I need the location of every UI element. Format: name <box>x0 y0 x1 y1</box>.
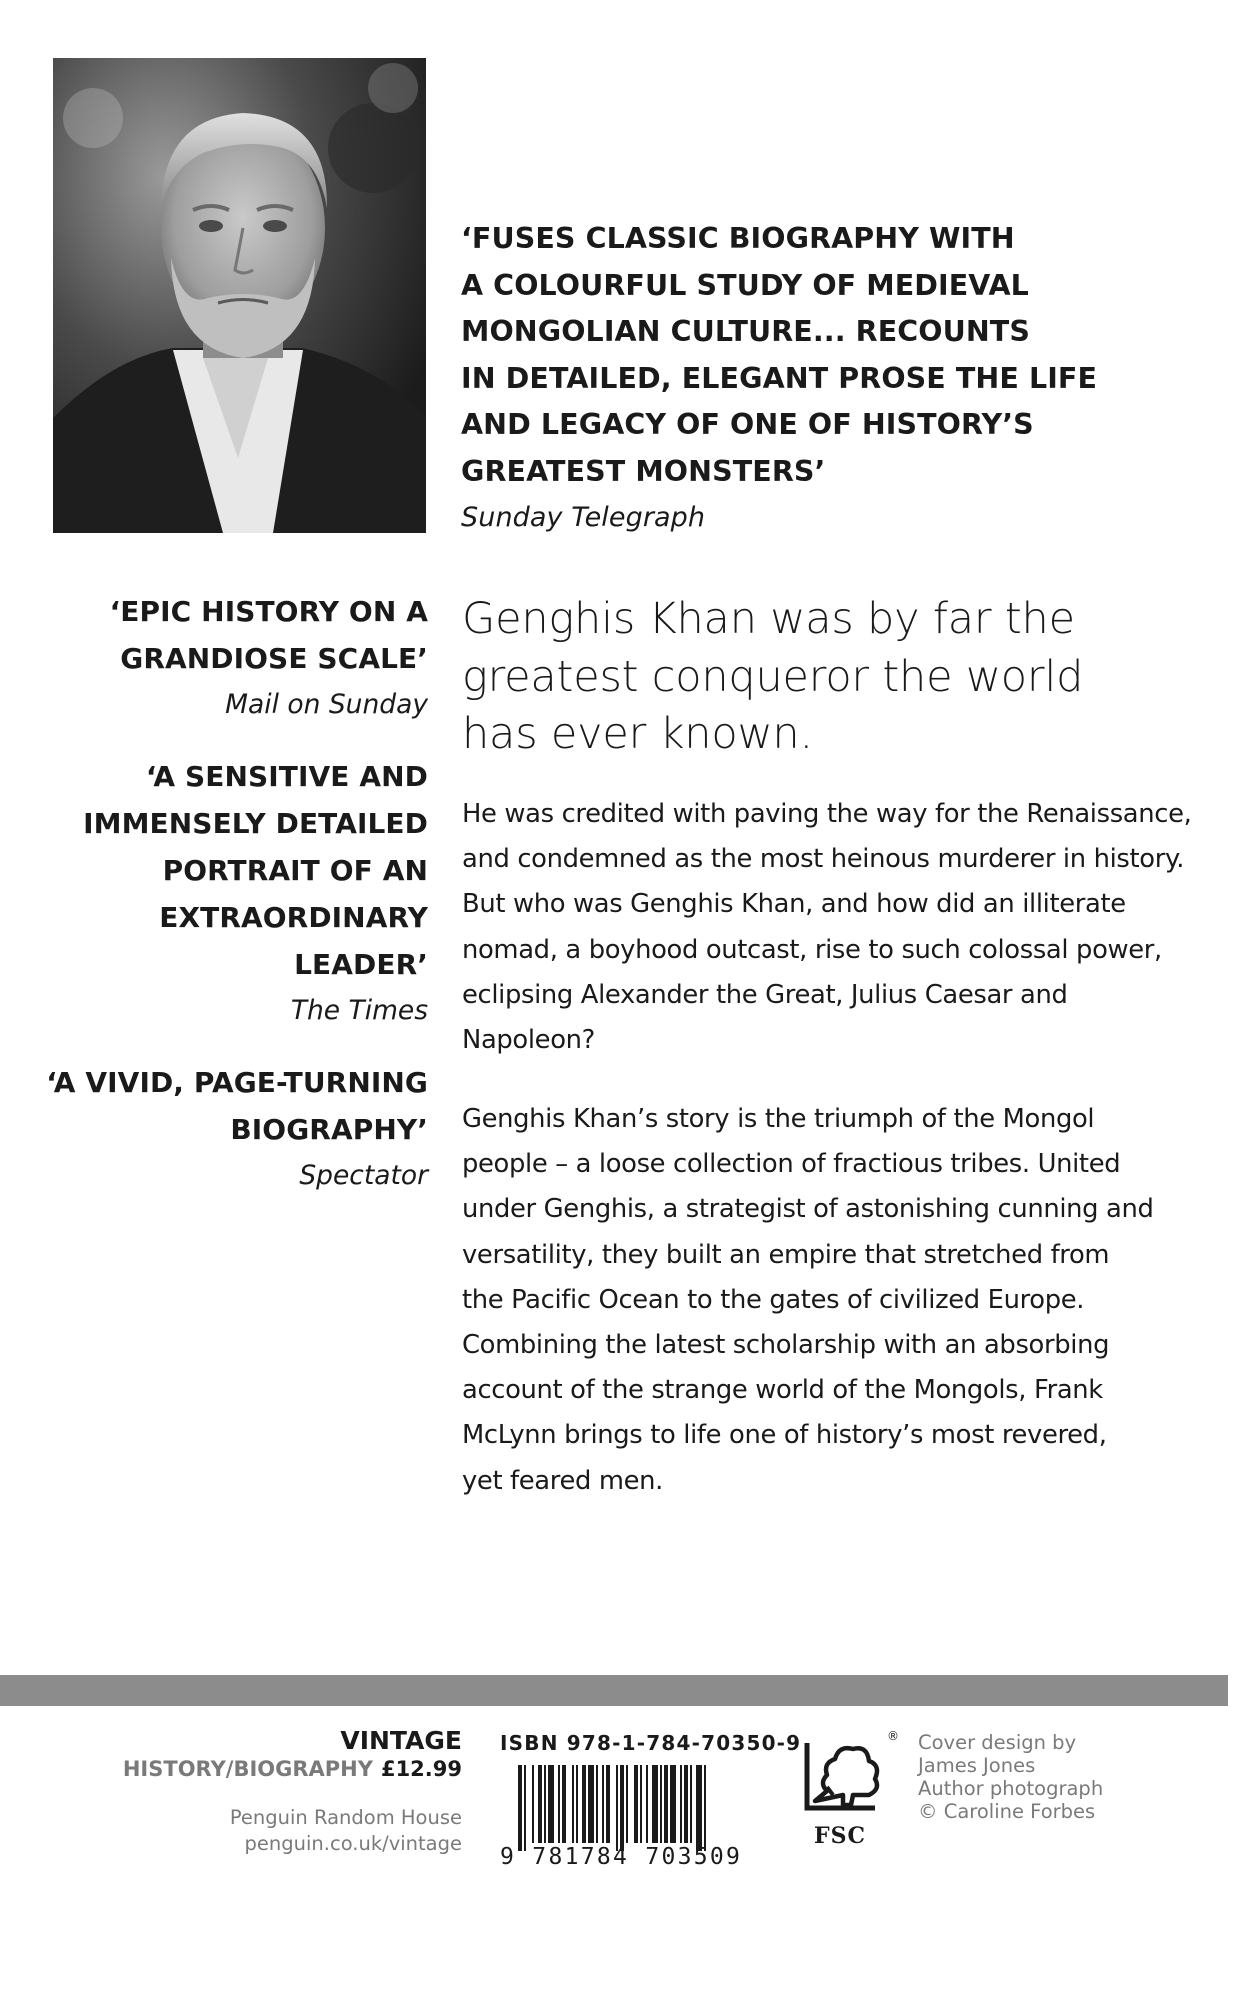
blurb-paragraph <box>462 1097 1242 1504</box>
quote-line: ‘A VIVID, PAGE-TURNING <box>46 1066 428 1099</box>
paragraph-line: nomad, a boyhood outcast, rise to such colossal power, <box>462 934 1162 965</box>
quote-source: The Times <box>290 995 428 1026</box>
quote-line: ‘A SENSITIVE AND <box>145 760 428 793</box>
paragraph-line: and condemned as the most heinous murderer in history. <box>462 844 1185 875</box>
quote-line: MONGOLIAN CULTURE... RECOUNTS <box>461 315 1030 348</box>
barcode-bar <box>602 1765 604 1843</box>
barcode-bar <box>690 1765 692 1843</box>
barcode-bar <box>660 1765 662 1843</box>
barcode-bar <box>524 1765 526 1851</box>
review-quote <box>20 1059 428 1198</box>
barcode-bar <box>558 1765 560 1843</box>
fsc-logo <box>797 1729 899 1853</box>
quote-line: PORTRAIT OF AN <box>162 854 428 887</box>
quote-line: ‘EPIC HISTORY ON A <box>109 595 428 628</box>
fsc-label: FSC <box>813 1823 867 1849</box>
barcode-bar <box>576 1765 578 1843</box>
blurb-headline <box>462 591 1232 764</box>
paragraph-line: eclipsing Alexander the Great, Julius Caesar and <box>462 979 1068 1010</box>
barcode-bar <box>640 1765 642 1843</box>
fsc-tree-icon <box>797 1733 897 1823</box>
publisher-name: Penguin Random House <box>229 1806 462 1829</box>
barcode-bar <box>532 1765 534 1843</box>
quote-source: Sunday Telegraph <box>461 502 706 533</box>
author-portrait-image <box>53 58 426 533</box>
credit-line: © Caroline Forbes <box>918 1800 1096 1823</box>
quote-line: A COLOURFUL STUDY OF MEDIEVAL <box>461 268 1029 302</box>
barcode-bar <box>684 1765 688 1843</box>
left-review-column <box>20 588 428 1224</box>
paragraph-line: people – a loose collection of fractious tribes. United <box>462 1149 1121 1180</box>
barcode-bar <box>606 1765 610 1843</box>
quote-line: AND LEGACY OF ONE OF HISTORY’S <box>461 408 1034 441</box>
barcode-bar <box>670 1765 676 1843</box>
barcode-bar <box>572 1765 574 1843</box>
cover-credits <box>918 1731 1238 1823</box>
paragraph-line: yet feared men. <box>462 1465 663 1496</box>
barcode-bar <box>664 1765 668 1843</box>
fsc-registered-mark: ® <box>887 1729 899 1743</box>
top-review-quote <box>461 216 1221 541</box>
barcode-bar <box>616 1765 618 1851</box>
paragraph-line: Napoleon? <box>462 1025 595 1056</box>
publisher-website: penguin.co.uk/vintage <box>244 1832 462 1855</box>
headline-line: has ever known. <box>462 709 813 759</box>
barcode-bar <box>652 1765 658 1843</box>
barcode-bar <box>582 1765 586 1843</box>
credit-line: Cover design by <box>918 1731 1077 1754</box>
publisher-info <box>60 1727 462 1857</box>
quote-line: LEADER’ <box>294 948 428 981</box>
barcode-bar <box>704 1765 706 1851</box>
barcode-bar <box>518 1765 522 1851</box>
barcode-bar <box>596 1765 598 1843</box>
barcode-bar <box>634 1765 638 1843</box>
barcode-bar <box>562 1765 566 1843</box>
quote-line: IN DETAILED, ELEGANT PROSE THE LIFE <box>461 361 1098 395</box>
paragraph-line: account of the strange world of the Mongols, Frank <box>462 1375 1103 1406</box>
barcode-bar <box>626 1765 628 1843</box>
blurb-paragraph <box>462 792 1242 1063</box>
price-label: £12.99 <box>380 1757 462 1781</box>
paragraph-line: versatility, they built an empire that stretched from <box>462 1239 1110 1270</box>
barcode-bar <box>538 1765 542 1843</box>
quote-source: Mail on Sunday <box>225 689 428 720</box>
paragraph-line: McLynn brings to life one of history’s most revered, <box>462 1420 1107 1451</box>
quote-line: EXTRAORDINARY <box>159 901 428 934</box>
isbn-barcode <box>500 1731 802 1876</box>
paragraph-line: He was credited with paving the way for the Renaissance, <box>462 799 1192 829</box>
quote-line: IMMENSELY DETAILED <box>83 807 428 840</box>
quote-line: GREATEST MONSTERS’ <box>461 454 826 488</box>
paragraph-line: under Genghis, a strategist of astonishing cunning and <box>462 1194 1154 1225</box>
footer-divider-band <box>0 1675 1228 1706</box>
quote-source: Spectator <box>299 1160 428 1191</box>
quote-line: ‘FUSES CLASSIC BIOGRAPHY WITH <box>461 222 1015 255</box>
barcode-icon <box>518 1765 770 1851</box>
headline-line: Genghis Khan was by far the <box>462 594 1075 644</box>
credit-line: James Jones <box>918 1754 1036 1777</box>
paragraph-line: Genghis Khan’s story is the triumph of the Mongol <box>462 1104 1095 1134</box>
barcode-bar <box>544 1765 546 1843</box>
barcode-bar <box>548 1765 554 1843</box>
quote-line: GRANDIOSE SCALE’ <box>120 642 428 675</box>
category-price-row <box>60 1755 462 1783</box>
review-quote <box>20 588 428 727</box>
quote-line: BIOGRAPHY’ <box>230 1113 428 1146</box>
imprint-name: VINTAGE <box>340 1726 462 1755</box>
barcode-bar <box>620 1765 624 1851</box>
barcode-digits: 9 781784 703509 <box>500 1844 743 1870</box>
author-photo <box>53 58 426 533</box>
paragraph-line: the Pacific Ocean to the gates of civilized Europe. <box>462 1284 1085 1315</box>
barcode-bar <box>696 1765 702 1851</box>
category-label: HISTORY/BIOGRAPHY <box>122 1757 373 1781</box>
headline-line: greatest conqueror the world <box>462 651 1084 702</box>
barcode-bar <box>588 1765 594 1843</box>
barcode-bar <box>680 1765 682 1843</box>
paragraph-line: But who was Genghis Khan, and how did an illiterate <box>462 889 1126 920</box>
barcode-bar <box>646 1765 648 1843</box>
paragraph-line: Combining the latest scholarship with an absorbing <box>462 1330 1110 1361</box>
review-quote <box>20 753 428 1033</box>
credit-line: Author photograph <box>918 1777 1104 1800</box>
isbn-label: ISBN 978-1-784-70350-9 <box>500 1731 802 1755</box>
